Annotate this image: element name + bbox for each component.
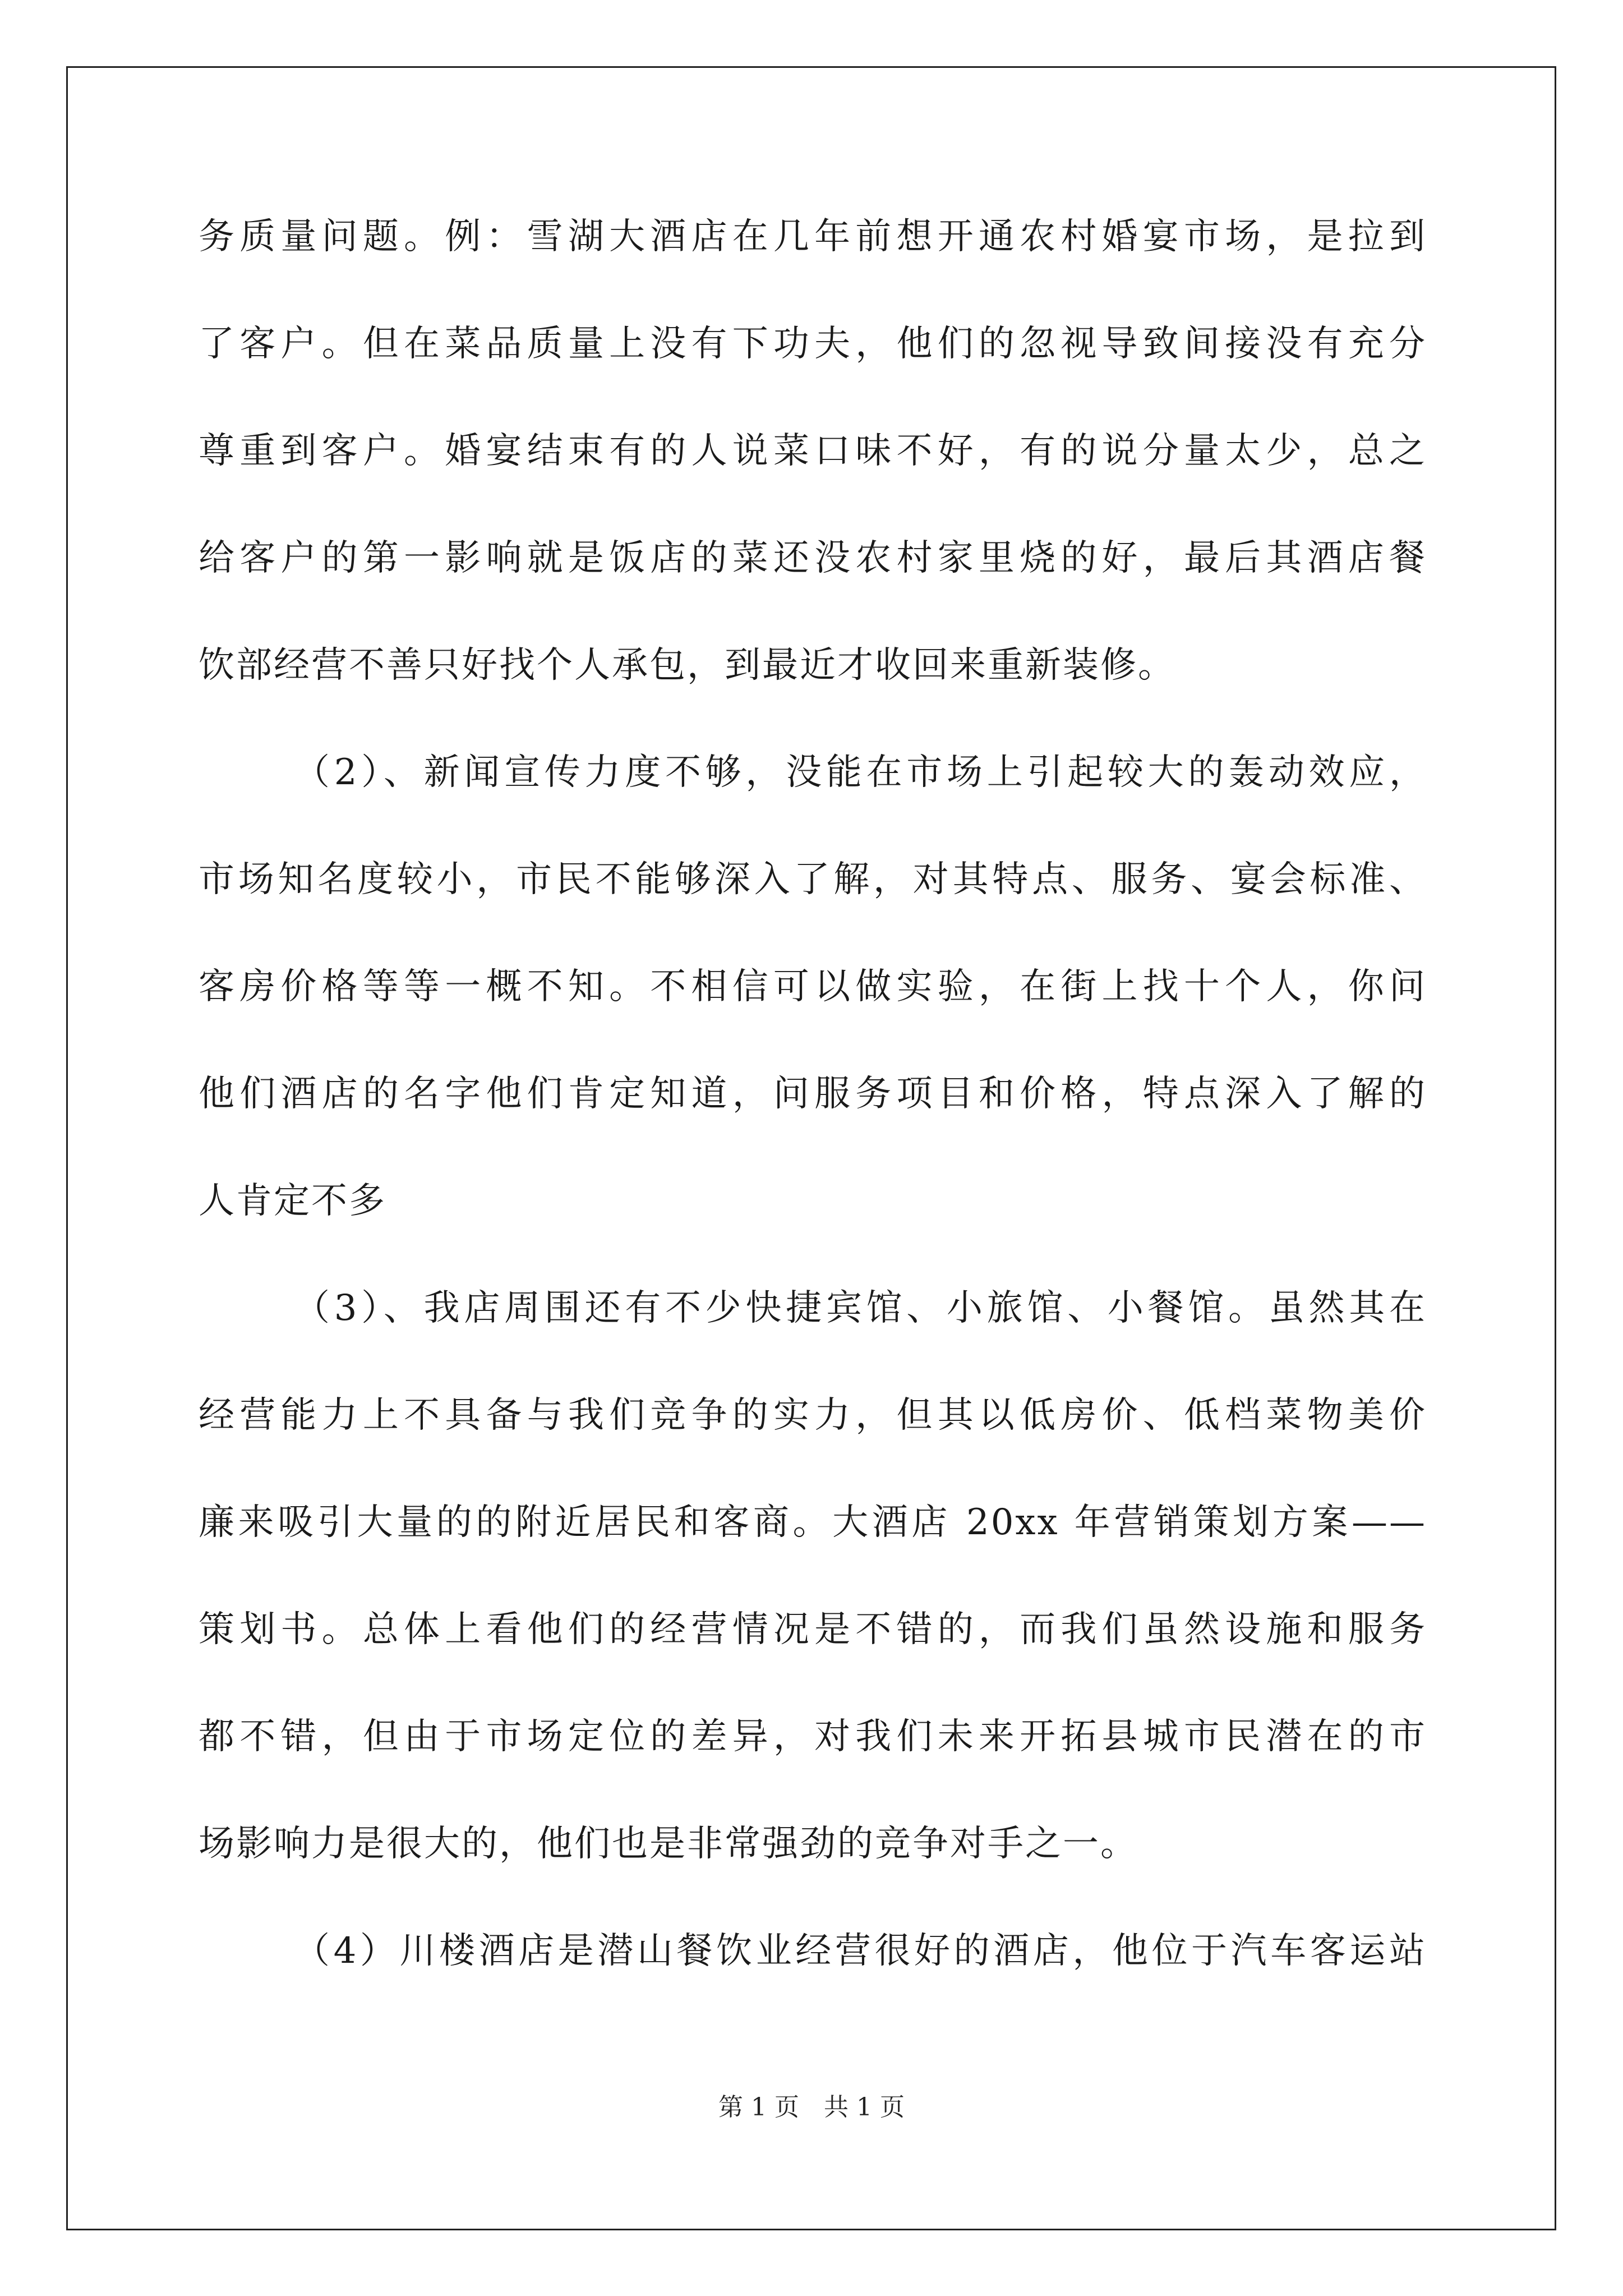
text-line: 客房价格等等一概不知。不相信可以做实验，在街上找十个人，你问 <box>199 966 1427 1007</box>
text-line: 给客户的第一影响就是饭店的菜还没农村家里烧的好，最后其酒店餐 <box>199 537 1427 579</box>
text-line: 市场知名度较小，市民不能够深入了解，对其特点、服务、宴会标准、 <box>199 859 1427 900</box>
text-line: 他们酒店的名字他们肯定知道，问服务项目和价格，特点深入了解的 <box>199 1073 1427 1115</box>
text-line: 尊重到客户。婚宴结束有的人说菜口味不好，有的说分量太少，总之 <box>199 430 1427 472</box>
text-line: 经营能力上不具备与我们竞争的实力，但其以低房价、低档菜物美价 <box>199 1395 1427 1436</box>
page-number-label: 第 1 页 共 1 页 <box>718 2093 905 2122</box>
text-line-indented: （3）、我店周围还有不少快捷宾馆、小旅馆、小餐馆。虽然其在 <box>294 1287 1427 1329</box>
text-line: 饮部经营不善只好找个人承包，到最近才收回来重新装修。 <box>199 645 1175 686</box>
page-footer <box>0 2095 1623 2120</box>
text-line: 人肯定不多 <box>199 1180 386 1222</box>
text-line: 场影响力是很大的，他们也是非常强劲的竞争对手之一。 <box>199 1823 1138 1865</box>
text-line: 了客户。但在菜品质量上没有下功夫，他们的忽视导致间接没有充分 <box>199 323 1427 365</box>
text-line: 都不错，但由于市场定位的差异，对我们未来开拓县城市民潜在的市 <box>199 1716 1427 1757</box>
text-line: 廉来吸引大量的的附近居民和客商。大酒店 20xx 年营销策划方案—— <box>199 1502 1427 1543</box>
text-line-indented: （4）川楼酒店是潜山餐饮业经营很好的酒店，他位于汽车客运站 <box>294 1930 1427 1972</box>
document-body <box>199 216 1427 2040</box>
text-line-indented: （2）、新闻宣传力度不够，没能在市场上引起较大的轰动效应， <box>294 752 1427 793</box>
text-line: 务质量问题。例：雪湖大酒店在几年前想开通农村婚宴市场，是拉到 <box>199 216 1427 257</box>
text-line: 策划书。总体上看他们的经营情况是不错的，而我们虽然设施和服务 <box>199 1609 1427 1650</box>
